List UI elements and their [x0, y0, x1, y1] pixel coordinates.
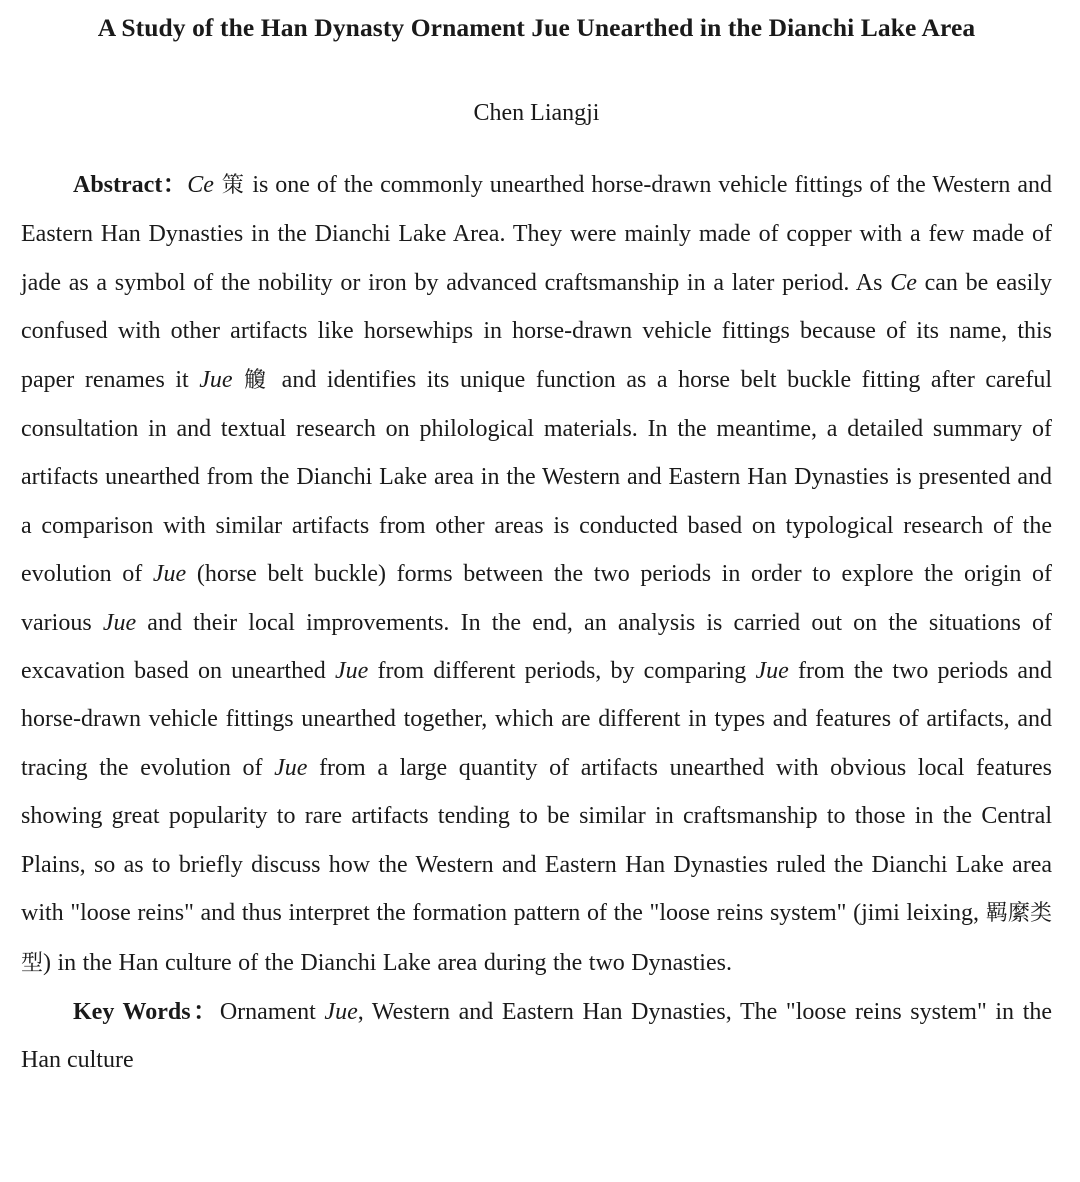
text-run: from the two periods and horse-drawn vehicle fittings unearthed together, which are different in types and features of artifacts, and tracing the evolution of [21, 658, 1053, 781]
text-run: is one of the commonly unearthed horse-drawn vehicle fittings of the Western and Eastern Han Dynasties in the Dianchi Lake Area. They were mainly made of copper with a few made of jade as a symbol of the nobility or iron by advanced craftsmanship in a later period. As [21, 172, 1052, 296]
text-run: Ornament [219, 998, 325, 1025]
author-name: Chen Liangji [473, 100, 600, 126]
italic-term: Jue [324, 998, 358, 1025]
abstract-paragraph [21, 161, 1052, 988]
italic-term: Jue [102, 609, 137, 636]
text-run: , Western and Eastern Han Dynasties, The "loose reins system" in the Han culture [21, 998, 1053, 1074]
chinese-characters: 觼 [232, 367, 282, 393]
italic-term: Ce [890, 269, 917, 296]
text-run: from a large quantity of artifacts unearthed with obvious local features showing great popularity to rare artifacts tending to be similar in craftsmanship to those in the Central Plains, so as to briefly discuss how the Western and Eastern Han Dynasties ruled the Dianchi Lake area with "loose reins" and thus interpret the formation pattern of the "loose reins system" (jimi leixing, [21, 754, 1052, 927]
italic-term: Ce [187, 172, 214, 198]
italic-term: Jue [152, 561, 187, 588]
text-run: (horse belt buckle) forms between the two periods in order to explore the origin of various [21, 561, 1052, 636]
text-run: and identifies its unique function as a horse belt buckle fitting after careful consultation in and textual research on philological materials. In the meantime, a detailed summary of artifacts unearthed from the Dianchi Lake area in the Western and Eastern Han Dynasties is presented and a comparison with similar artifacts from other areas is conducted based on typological research of the evolution of [21, 366, 1052, 588]
keywords-label: Key Words： [73, 998, 220, 1025]
abstract-body [21, 172, 1052, 976]
chinese-characters: 策 [213, 173, 253, 198]
abstract-label: Abstract： [73, 172, 188, 198]
text-run: can be easily confused with other artifacts like horsewhips in horse-drawn vehicle fittings because of its name, this paper renames it [21, 269, 1053, 393]
italic-term: Jue [334, 658, 369, 685]
italic-term: Jue [274, 754, 308, 781]
italic-term: Jue [199, 366, 233, 393]
chinese-characters: 羁縻类型 [21, 901, 1052, 976]
keywords-paragraph [21, 988, 1052, 1085]
text-run: ) in the Han culture of the Dianchi Lake area during the two Dynasties. [43, 949, 732, 976]
text-run: and their local improvements. In the end, an analysis is carried out on the situations of excavation based on unearthed [21, 609, 1052, 685]
text-run: from different periods, by comparing [368, 658, 756, 685]
italic-term: Jue [755, 658, 789, 685]
paper-title: A Study of the Han Dynasty Ornament Jue Unearthed in the Dianchi Lake Area [97, 13, 976, 42]
